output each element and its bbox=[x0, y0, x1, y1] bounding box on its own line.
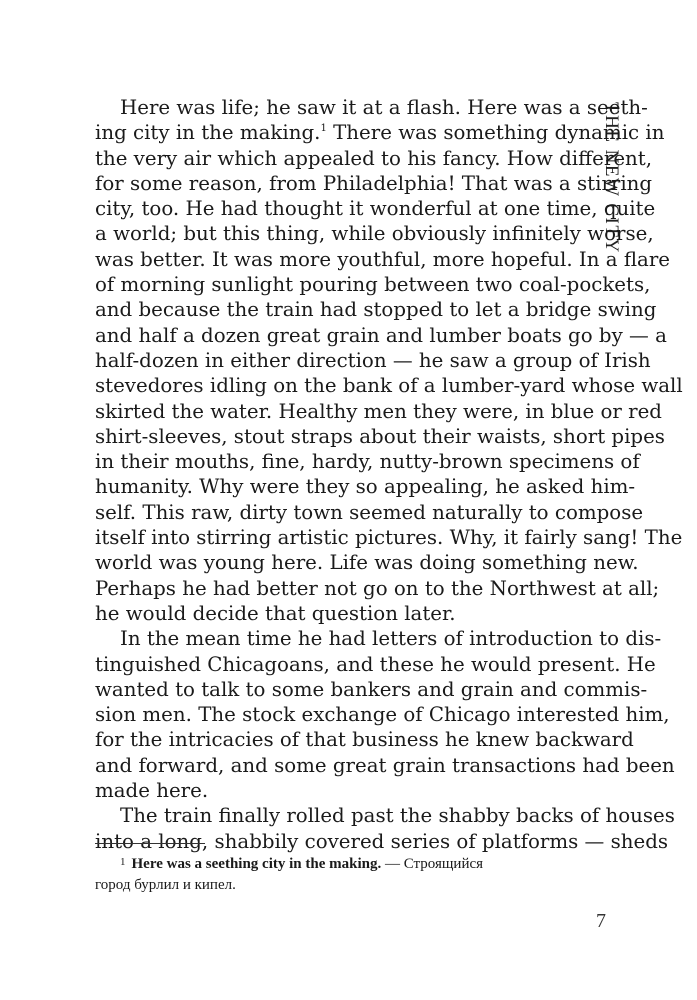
page-number: 7 bbox=[596, 910, 606, 932]
text-line: a world; but this thing, while obviously infinitely worse, bbox=[95, 222, 654, 246]
text-line: into a long, shabbily covered series of platforms — sheds bbox=[95, 829, 669, 853]
text-line: made here. bbox=[95, 779, 209, 803]
text-line: in their mouths, fine, hardy, nutty-brown specimens of bbox=[95, 450, 640, 474]
text-line: stevedores idling on the bank of a lumber-yard whose wall bbox=[95, 374, 683, 398]
footnote-line: город бурлил и кипел. bbox=[95, 877, 236, 893]
text-line: for the intricacies of that business he knew backward bbox=[95, 728, 634, 752]
text-line: for some reason, from Philadelphia! That was a stirring bbox=[95, 171, 653, 195]
text-segment: There was something dynamic in bbox=[326, 121, 665, 145]
text-segment: ing city in the making. bbox=[95, 121, 321, 145]
text-line: half-dozen in either direction — he saw a group of Irish bbox=[95, 348, 651, 372]
text-line: and because the train had stopped to let a bridge swing bbox=[95, 298, 657, 322]
footnote-term: Here was a seething city in the making. bbox=[131, 856, 382, 872]
text-line: sion men. The stock exchange of Chicago interested him, bbox=[95, 703, 670, 727]
footnote-reference: 1 bbox=[320, 123, 327, 135]
running-head: THE NEW CITY bbox=[601, 102, 622, 254]
text-line: of morning sunlight pouring between two coal-pockets, bbox=[95, 273, 651, 297]
text-line: world was young here. Life was doing something new. bbox=[95, 551, 639, 575]
footnote bbox=[95, 852, 585, 896]
text-line: shirt-sleeves, stout straps about their waists, short pipes bbox=[95, 424, 665, 448]
text-line: Here was life; he saw it at a flash. Here was a seeth- bbox=[120, 96, 648, 119]
text-line: skirted the water. Healthy men they were, in blue or red bbox=[95, 399, 662, 423]
text-line: and forward, and some great grain transactions had been bbox=[95, 753, 675, 777]
text-line: itself into stirring artistic pictures. Why, it fairly sang! The bbox=[95, 526, 683, 550]
footnote-marker: 1 bbox=[120, 856, 126, 868]
text-line: humanity. Why were they so appealing, he asked him- bbox=[95, 475, 636, 499]
text-line: the very air which appealed to his fancy. How different, bbox=[95, 146, 653, 170]
text-line: In the mean time he had letters of introduction to dis- bbox=[120, 627, 662, 651]
text-line: tinguished Chicagoans, and these he would present. He bbox=[95, 652, 656, 676]
text-line: city, too. He had thought it wonderful at one time, quite bbox=[95, 197, 656, 221]
text-line: The train finally rolled past the shabby backs of houses bbox=[120, 804, 675, 828]
text-line: Perhaps he had better not go on to the Northwest at all; bbox=[95, 576, 660, 600]
footnote-line bbox=[95, 852, 585, 875]
text-line: and half a dozen great grain and lumber boats go by — a bbox=[95, 323, 667, 347]
footnote-divider bbox=[95, 843, 205, 844]
text-line: self. This raw, dirty town seemed naturally to compose bbox=[95, 500, 644, 524]
text-line: was better. It was more youthful, more hopeful. In a flare bbox=[95, 247, 670, 271]
footnote-translation: — Строящийся bbox=[381, 856, 484, 872]
text-line bbox=[95, 120, 665, 145]
text-line: he would decide that question later. bbox=[95, 601, 456, 625]
text-line: wanted to talk to some bankers and grain and commis- bbox=[95, 677, 648, 701]
